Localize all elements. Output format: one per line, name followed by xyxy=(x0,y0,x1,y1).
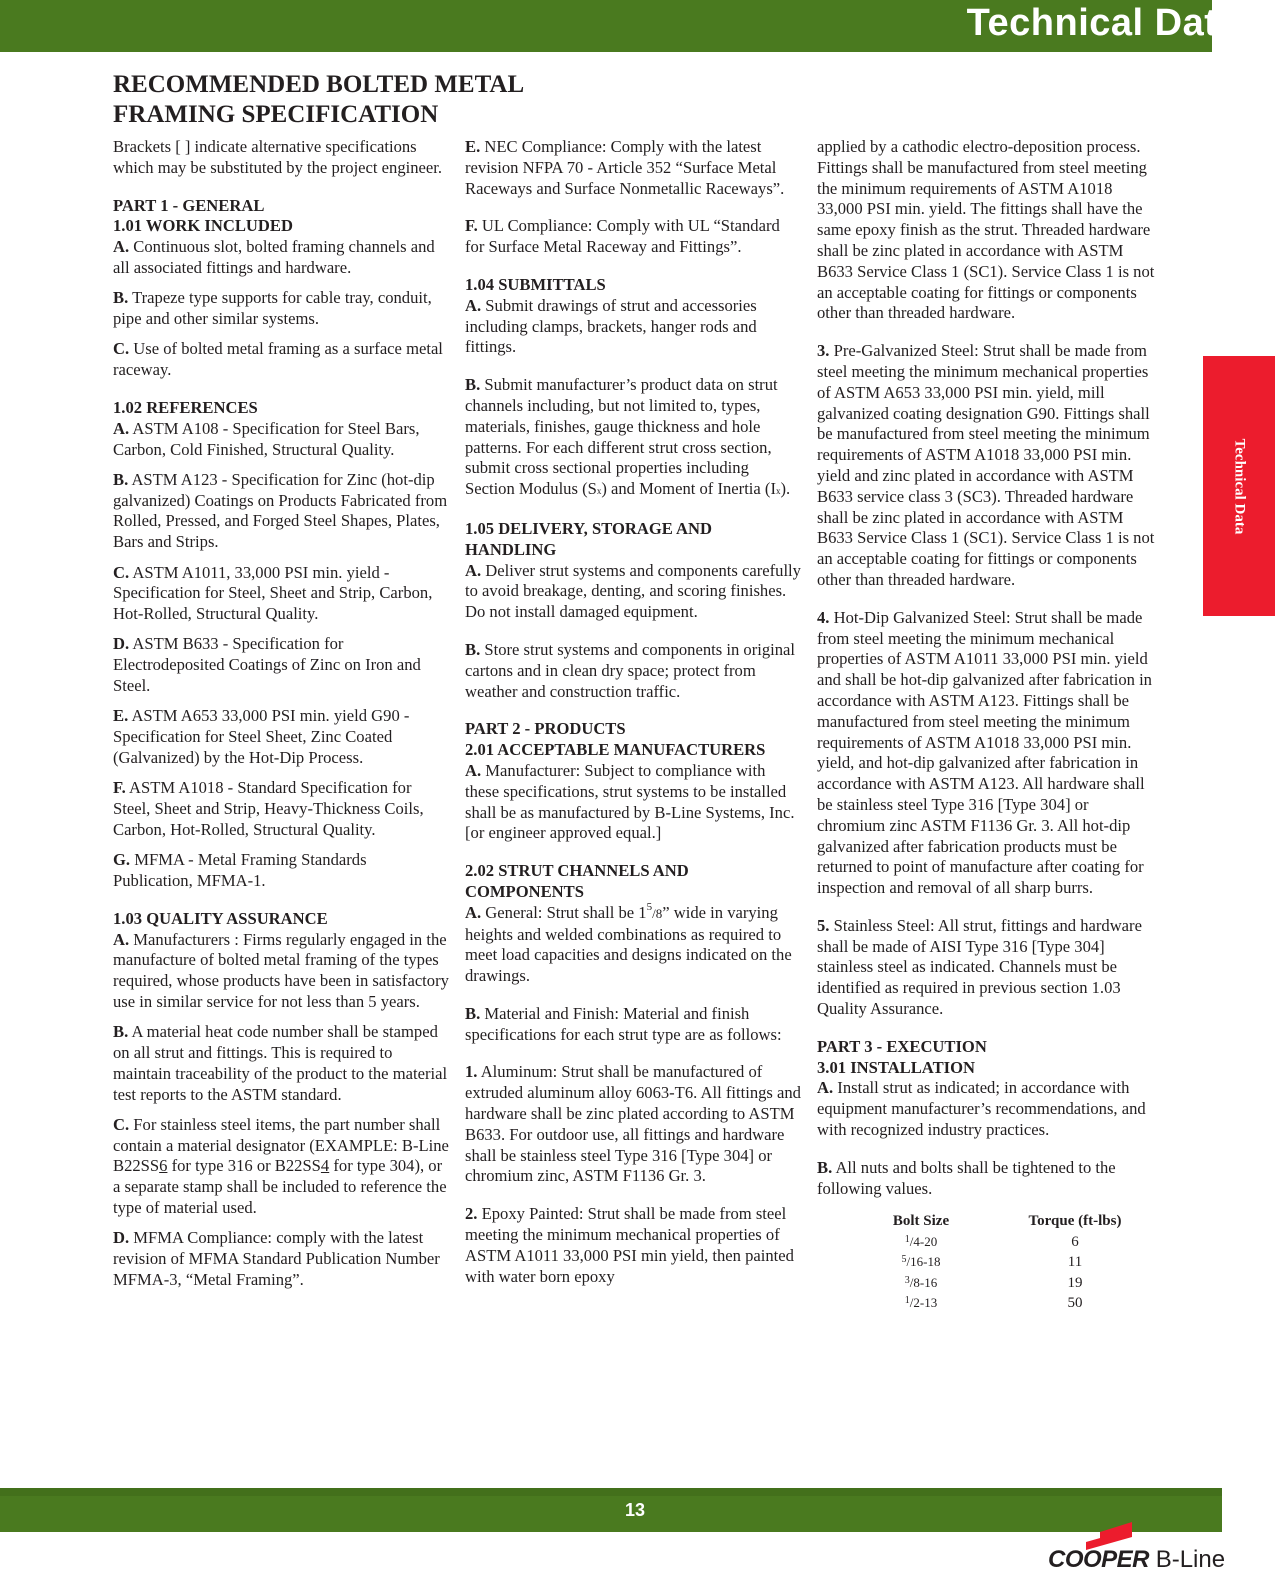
item-1-02-g: G. MFMA - Metal Framing Standards Publication, MFMA-1. xyxy=(113,850,367,890)
item-1-04-b: B. Submit manufacturer’s product data on strut channels including, but not limited to, types, materials, finishes, gauge thickness and hole patterns. For each different strut cross section, submit cross sectional properties including Section Modulus (Sx) and Moment of Inertia (Ix). xyxy=(465,375,791,499)
item-1-03-f: F. UL Compliance: Comply with UL “Standard for Surface Metal Raceway and Fittings”. xyxy=(465,216,780,257)
item-1-02-c: C. ASTM A1011, 33,000 PSI min. yield - Specification for Steel, Sheet and Strip, Carbon, Hot-Rolled, Structural Quality. xyxy=(113,562,433,624)
item-1-02-a: A. ASTM A108 - Specification for Steel Bars, Carbon, Cold Finished, Structural Quality. xyxy=(113,418,420,459)
table-row xyxy=(847,1232,1155,1253)
item-1-05-b: B. Store strut systems and components in original cartons and in clean dry space; protect from weather and construction traffic. xyxy=(465,639,796,701)
table-row xyxy=(847,1293,1155,1314)
intro-paragraph: Brackets [ ] indicate alternative specifications which may be substituted by the project engineer. xyxy=(113,137,443,177)
item-2-02-2-continued: applied by a cathodic electro-deposition process. Fittings shall be manufactured from steel meeting the minimum requirements of ASTM A1018 33,000 PSI min. yield. The fittings shall have the same epoxy finish as the strut. Threaded hardware shall be zinc plated in accordance with ASTM B633 Service Class 1 (SC1). Service Class 1 is not an acceptable coating for fittings or components other than threaded hardware. xyxy=(817,137,1155,323)
item-2-02-3: 3. Pre-Galvanized Steel: Strut shall be made from steel meeting the minimum mechanical properties of ASTM A653 33,000 PSI min. yield, mill galvanized coating designation G90. Fittings shall be manufactured from steel meeting the minimum requirements of ASTM A1018 33,000 PSI min. yield and zinc plated in accordance with ASTM B633 service class 3 (SC3). Threaded hardware shall be zinc plated in accordance with ASTM B633 Service Class 1 (SC1). Service Class 1 is not an acceptable coating for fittings or components other than threaded hardware. xyxy=(817,341,1155,589)
item-2-02-b: B. Material and Finish: Material and finish specifications for each strut type are as follows: xyxy=(465,1003,782,1044)
part-1-heading: PART 1 - GENERAL xyxy=(113,195,265,215)
item-1-01-b: B. Trapeze type supports for cable tray, conduit, pipe and other similar systems. xyxy=(113,288,432,329)
bolt-size-cell: $^3$/8-16 xyxy=(904,1274,938,1290)
item-2-02-4: 4. Hot-Dip Galvanized Steel: Strut shall be made from steel meeting the minimum mechanical properties of ASTM A1011 33,000 PSI min. yield and shall be hot-dip galvanized after fabrication in accordance with ASTM A123. Fittings shall be manufactured from steel meeting the minimum requirements of ASTM A1018 33,000 PSI min. yield, and hot-dip galvanized after fabrication in accordance with ASTM A123. All hardware shall be stainless steel Type 316 [Type 304] or chromium zinc ASTM F1136 Gr. 3. All hot-dip galvanized after fabrication products must be returned to point of manufacture after coating for inspection and removal of all sharp burrs. xyxy=(817,607,1152,898)
item-3-01-b: B. All nuts and bolts shall be tightened to the following values. xyxy=(817,1157,1116,1198)
torque-header: Torque (ft-lbs) xyxy=(1028,1213,1122,1230)
page-number: 13 xyxy=(624,1500,646,1520)
section-2-02-heading: 2.02 STRUT CHANNELS AND COMPONENTS xyxy=(465,861,689,901)
document-title-line-1: RECOMMENDED BOLTED METAL xyxy=(113,71,525,98)
item-1-02-b: B. ASTM A123 - Specification for Zinc (hot-dip galvanized) Coatings on Products Fabricated from Rolled, Pressed, and Forged Steel Shapes, Plates, Bars and Strips. xyxy=(113,469,448,552)
torque-cell: 19 xyxy=(1067,1274,1083,1291)
item-1-03-a: A. Manufacturers : Firms regularly engaged in the manufacture of bolted metal framing of the types required, whose products have been in satisfactory use in similar service for not less than 5 years. xyxy=(113,929,449,1011)
torque-cell: 50 xyxy=(1067,1295,1083,1312)
section-1-04-heading: 1.04 SUBMITTALS xyxy=(465,274,606,294)
item-1-03-c: C. For stainless steel items, the part number shall contain a material designator (EXAMPLE: B-Line B22SS6 for type 316 or B22SS4 for type 304), or a separate stamp shall be included to reference the type of material used. xyxy=(113,1114,449,1218)
section-1-05-heading: 1.05 DELIVERY, STORAGE AND HANDLING xyxy=(465,518,713,559)
logo-product-text: B-Line xyxy=(1155,1546,1226,1573)
bolt-size-cell: $^1$/4-20 xyxy=(904,1233,938,1249)
section-1-02-heading: 1.02 REFERENCES xyxy=(113,397,258,417)
side-tab-label: Technical Data xyxy=(1231,438,1248,534)
column-1 xyxy=(113,137,449,1300)
header-title: Technical Data xyxy=(966,2,1239,44)
table-row xyxy=(847,1273,1155,1294)
item-1-03-e: E. NEC Compliance: Comply with the latest revision NFPA 70 - Article 352 “Surface Metal Raceways and Surface Nonmetallic Raceways”. xyxy=(465,137,785,198)
torque-cell: 11 xyxy=(1067,1254,1083,1271)
item-1-01-c: C. Use of bolted metal framing as a surface metal raceway. xyxy=(113,339,443,380)
logo-brand-text: COOPER xyxy=(1048,1546,1150,1573)
item-2-02-a: A. General: Strut shall be $1^5/8$” wide in varying heights and welded combinations as required to meet load capacities and designs indicated on the drawings. xyxy=(465,900,792,986)
item-1-02-d: D. ASTM B633 - Specification for Electrodeposited Coatings of Zinc on Iron and Steel. xyxy=(113,634,421,696)
column-2 xyxy=(465,137,801,1297)
document-title-line-2: FRAMING SPECIFICATION xyxy=(113,101,439,128)
section-1-03-heading: 1.03 QUALITY ASSURANCE xyxy=(113,908,328,928)
item-3-01-a: A. Install strut as indicated; in accordance with equipment manufacturer’s recommendations, and with recognized industry practices. xyxy=(817,1078,1146,1140)
torque-cell: 6 xyxy=(1071,1233,1079,1250)
item-2-02-1: 1. Aluminum: Strut shall be manufactured of extruded aluminum alloy 6063-T6. All fittings and hardware shall be zinc plated according to ASTM B633. For outdoor use, all fittings and hardware shall be stainless steel Type 316 [Type 304] or chromium zinc, ASTM F1136 Gr. 3. xyxy=(465,1062,801,1186)
item-2-01-a: A. Manufacturer: Subject to compliance with these specifications, strut systems to be installed shall be as manufactured by B-Line Systems, Inc. [or engineer approved equal.] xyxy=(465,760,795,843)
item-1-03-d: D. MFMA Compliance: comply with the latest revision of MFMA Standard Publication Number MFMA-3, “Metal Framing”. xyxy=(113,1228,440,1289)
item-1-04-a: A. Submit drawings of strut and accessories including clamps, brackets, hanger rods and fittings. xyxy=(465,295,757,357)
item-1-02-e: E. ASTM A653 33,000 PSI min. yield G90 - Specification for Steel Sheet, Zinc Coated (Galvanized) by the Hot-Dip Process. xyxy=(113,706,410,767)
torque-table xyxy=(847,1211,1155,1314)
item-2-02-2: 2. Epoxy Painted: Strut shall be made from steel meeting the minimum mechanical properties of ASTM A1011 33,000 PSI min yield, then painted with water born epoxy xyxy=(465,1204,794,1286)
part-3-heading: PART 3 - EXECUTION xyxy=(817,1036,987,1056)
bolt-size-cell: $^1$/2-13 xyxy=(904,1295,938,1311)
item-2-02-5: 5. Stainless Steel: All strut, fittings and hardware shall be made of AISI Type 316 [Type 304] stainless steel as indicated. Channels must be identified as required in previous section 1.03 Quality Assurance. xyxy=(817,915,1142,1019)
table-row xyxy=(847,1252,1155,1273)
brand-logo xyxy=(1048,1546,1225,1574)
part-2-heading: PART 2 - PRODUCTS xyxy=(465,719,626,739)
item-1-02-f: F. ASTM A1018 - Standard Specification for Steel, Sheet and Strip, Heavy-Thickness Coils, Carbon, Hot-Rolled, Structural Quality. xyxy=(113,778,424,839)
torque-table-header xyxy=(847,1211,1155,1232)
section-1-01-heading: 1.01 WORK INCLUDED xyxy=(113,216,293,236)
side-tab-label-wrap xyxy=(1203,356,1275,616)
bolt-size-header: Bolt Size xyxy=(892,1213,950,1230)
column-3 xyxy=(817,137,1157,1314)
item-1-05-a: A. Deliver strut systems and components carefully to avoid breakage, denting, and scoring finishes. Do not install damaged equipment. xyxy=(465,560,801,622)
item-1-03-b: B. A material heat code number shall be stamped on all strut and fittings. This is required to maintain traceability of the product to the material test reports to the ASTM standard. xyxy=(113,1022,448,1104)
bolt-size-cell: $^5$/16-18 xyxy=(901,1254,941,1270)
section-3-01-heading: 3.01 INSTALLATION xyxy=(817,1057,975,1077)
document-title xyxy=(113,70,524,130)
item-1-01-a: A. Continuous slot, bolted framing channels and all associated fittings and hardware. xyxy=(113,237,435,277)
section-2-01-heading: 2.01 ACCEPTABLE MANUFACTURERS xyxy=(465,740,766,760)
